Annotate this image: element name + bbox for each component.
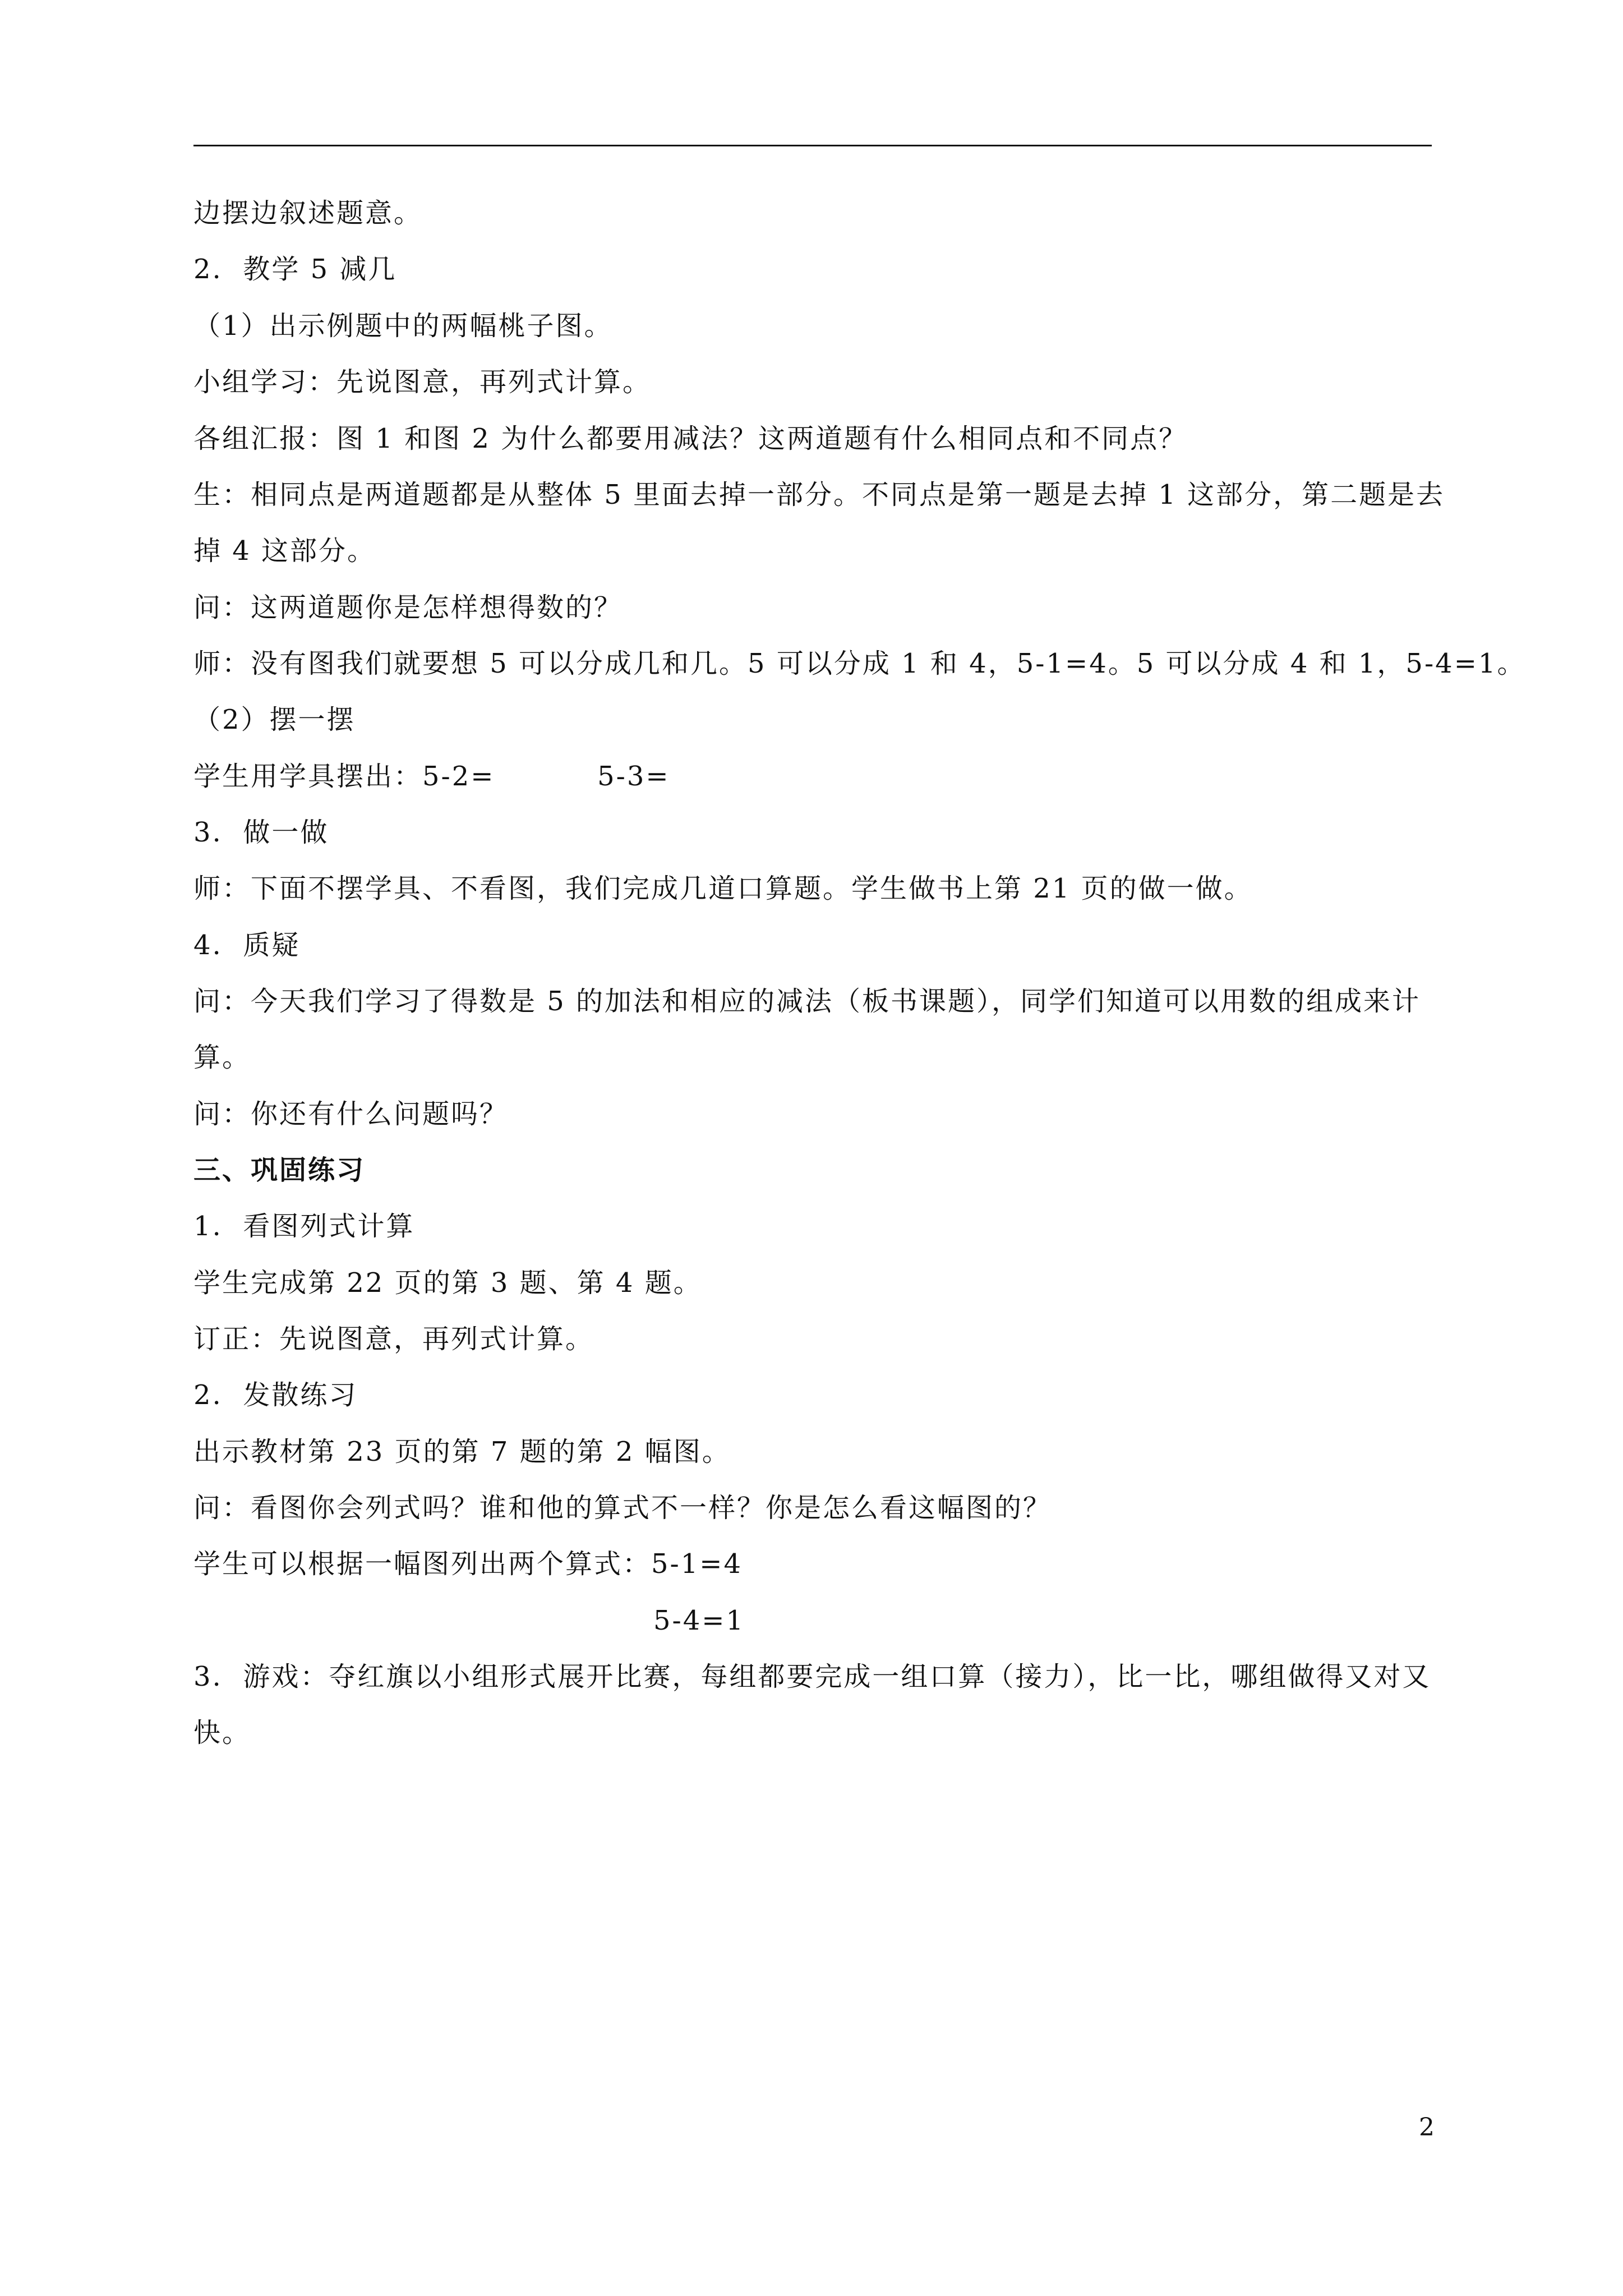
section-heading: 1. 看图列式计算	[193, 1211, 415, 1242]
text-line: 问：这两道题你是怎样想得数的？	[193, 592, 623, 623]
text-line: 算。	[193, 1042, 251, 1073]
text-line: 学生可以根据一幅图列出两个算式：5-1=4	[193, 1548, 743, 1580]
section-heading: 4. 质疑	[193, 930, 301, 961]
text-line: 师：下面不摆学具、不看图，我们完成几道口算题。学生做书上第 21 页的做一做。	[193, 873, 1253, 904]
header-rule	[193, 145, 1432, 146]
text-line: 学生用学具摆出：5-2= 5-3=	[193, 761, 670, 792]
text-line: 快。	[193, 1717, 251, 1749]
text-line: 边摆边叙述题意。	[193, 197, 423, 229]
text-line: 各组汇报：图 1 和图 2 为什么都要用减法？这两道题有什么相同点和不同点？	[193, 423, 1188, 454]
text-line: 小组学习：先说图意，再列式计算。	[193, 366, 652, 398]
text-line: 问：今天我们学习了得数是 5 的加法和相应的减法（板书课题），同学们知道可以用数的组成来计	[193, 986, 1421, 1017]
text-line: 问：看图你会列式吗？谁和他的算式不一样？你是怎么看这幅图的？	[193, 1492, 1052, 1524]
text-line: 学生完成第 22 页的第 3 题、第 4 题。	[193, 1267, 702, 1299]
text-line: 师：没有图我们就要想 5 可以分成几和几。5 可以分成 1 和 4，5-1=4。5 可以分成 4 和 1，5-4=1。	[193, 648, 1526, 679]
text-line: （1）出示例题中的两幅桃子图。	[193, 310, 613, 342]
text-line: 生：相同点是两道题都是从整体 5 里面去掉一部分。不同点是第一题是去掉 1 这部分，第二题是去	[193, 479, 1445, 510]
text-line: 3. 游戏：夺红旗以小组形式展开比赛，每组都要完成一组口算（接力），比一比，哪组做得又对又	[193, 1661, 1431, 1692]
section-heading: 2. 发散练习	[193, 1379, 358, 1411]
text-line: 订正：先说图意，再列式计算。	[193, 1323, 594, 1355]
page-number: 2	[1419, 2113, 1435, 2142]
text-line: 出示教材第 23 页的第 7 题的第 2 幅图。	[193, 1436, 731, 1467]
section-heading: 2. 教学 5 减几	[193, 254, 397, 285]
text-line: （2）摆一摆	[193, 704, 356, 735]
text-line: 掉 4 这部分。	[193, 535, 376, 567]
text-line: 问：你还有什么问题吗？	[193, 1098, 509, 1130]
equation-line: 5-4=1	[653, 1605, 745, 1636]
section-heading-bold: 三、巩固练习	[193, 1154, 366, 1186]
section-heading: 3. 做一做	[193, 817, 329, 848]
